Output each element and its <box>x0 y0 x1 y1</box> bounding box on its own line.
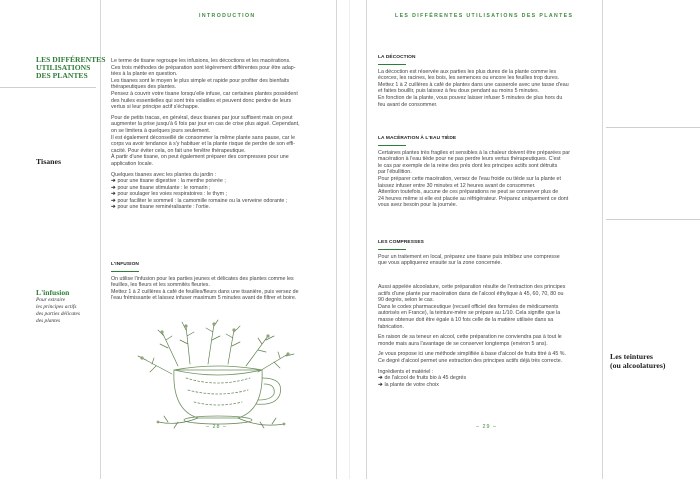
herbal-cup-illustration <box>128 318 308 430</box>
right-page <box>350 0 700 479</box>
margin-line-left <box>366 0 367 479</box>
infusion-section: L'INFUSION On utilise l'infusion pour les parties jeunes et délicates des plantes comme les feuilles, les fleurs et les sommités fleuries. Mettez 1 à 2 cuillères à café de feuilles/fleurs dans une tisanière, puis versez de l'eau frémissante et laissez infuser maximum 5 minutes avant de filtrer et boire. <box>111 262 329 302</box>
arrow-icon: ➔ <box>378 375 383 382</box>
maceration-section: LA MACÉRATION À L'EAU TIÈDE Certaines plantes très fragiles et sensibles à la chaleur doivent être préparées par macération à l'eau tiède pour ne pas perdre leurs vertus thérapeutiques. C'est le cas par exemple de la reine des prés dont les principes actifs sont détruits par l'ébullition. Pour préparer cette macération, versez de l'eau froide ou tiède sur la plante et laissez infuser entre 30 minutes et 12 heures avant de consommer. Attention toutefois, aucune de ces préparations ne peut se conserver plus de 24 heures même si elle est placée au réfrigérateur. Préparez uniquement ce dont vous avez besoin pour la journée. <box>378 136 596 209</box>
compresses-section: LES COMPRESSES Pour un traitement en local, préparez une tisane puis imbibez une compresse que vous appliquerez ensuite sur la zone concernée. <box>378 240 596 267</box>
page-number-left: – 28 – <box>206 424 227 430</box>
list-item: ➔ pour faciliter le sommeil : la camomille romaine ou la verveine odorante ; <box>111 197 288 204</box>
margin-line-right <box>336 0 337 479</box>
infusion-heading: L'INFUSION <box>111 262 139 267</box>
section-label-teintures: Les teintures (ou alcoolatures) <box>610 352 666 370</box>
arrow-icon: ➔ <box>111 191 116 198</box>
decoction-section: LA DÉCOCTION La décoction est réservée aux parties les plus dures de la plante comme les écorces, les racines, les bois, les semences ou encore les feuilles trop dures. Mettez 1 à 2 cuillères à café de plantes dans une casserole avec une tasse d'eau et faites bouillir, puis laissez à feu doux pendant au moins 5 minutes. En fonction de la plante, vous pouvez laisser infuser 5 minutes de plus hors du feu avant de consommer. <box>378 55 596 108</box>
decoction-heading: LA DÉCOCTION <box>378 55 416 60</box>
list-item: ➔ de l'alcool de fruits bio à 45 degrés <box>378 375 467 382</box>
compresses-heading: LES COMPRESSES <box>378 240 424 245</box>
arrow-icon: ➔ <box>378 381 383 388</box>
maceration-heading: LA MACÉRATION À L'EAU TIÈDE <box>378 136 457 141</box>
page-number-right: – 29 – <box>476 424 497 430</box>
arrow-icon: ➔ <box>111 178 116 185</box>
arrow-icon: ➔ <box>111 184 116 191</box>
list-item: ➔ pour une tisane reminéralisante : l'ortie. <box>111 204 211 211</box>
running-head-right: LES DIFFÉRENTES UTILISATIONS DES PLANTES <box>395 13 574 19</box>
margin-line-right <box>602 0 603 479</box>
section-label-tisanes: Tisanes <box>36 157 61 166</box>
left-body: Le terme de tisane regroupe les infusions, les décoctions et les macérations. Ces trois méthodes de préparation sont légèrement différentes pour être adap- tées à la plante en question. Les tisanes sont le moyen le plus simple et rapide pour profiter des bienfaits thérapeutiques des plantes. Pensez à couvrir votre tisane lorsqu'elle infuse, car certaines plantes possèdent des huiles essentielles qui sont très volatiles et peuvent donc perdre de leurs vertus si leur principe actif s'échappe. Pour de petits tracas, en général, deux tisanes par jour suffisent mais on peut augmenter la prise jusqu'à 6 fois par jour en cas de crise plus aiguë. Cependant, on se limitera à quelques jours seulement. Il est également déconseillé de consommer la même plante sans pause, car le corps va avoir tendance à s'y habituer et la plante risque de perdre de son effi- cacité. Pour éviter cela, on fait une fenêtre thérapeutique. À partir d'une tisane, on peut également préparer des compresses pour une application locale. Quelques tisanes avec les plantes du jardin : ➔ pour une tisane digestive : la menthe poivrée ; ➔ pour une tisane stimulante : le romarin ; ➔ pour soulager les voies respiratoires : le thym ; ➔ pour faciliter le sommeil : la camomille romaine ou la verveine odorante ; ➔ pour une tisane reminéralisante : l'ortie. <box>111 58 329 211</box>
list-item: ➔ la plante de votre choix <box>378 381 439 388</box>
list-item: ➔ pour soulager les voies respiratoires : le thym ; <box>111 191 227 198</box>
running-head-left: INTRODUCTION <box>199 13 256 19</box>
divider <box>0 87 96 88</box>
divider <box>606 219 700 220</box>
list-item: ➔ pour une tisane digestive : la menthe poivrée ; <box>111 178 226 185</box>
infusion-sidenote-title: L'infusion <box>36 288 70 297</box>
infusion-sidenote: L'infusion Pour extraire les principes actifs des parties délicates des plantes <box>36 288 81 324</box>
divider <box>606 127 700 128</box>
arrow-icon: ➔ <box>111 197 116 204</box>
chapter-title: LES DIFFÉRENTES UTILISATIONS DES PLANTES <box>36 55 106 80</box>
teinture-section: Aussi appelée alcoolature, cette préparation résulte de l'extraction des principes actifs d'une plante par macération dans de l'alcool éthylique à 45, 60, 70, 80 ou 90 degrés, selon le cas. Dans le codex pharmaceutique (recueil officiel des formules de médicaments autorisés en France), la teinture-mère se prépare au 1/10. Cela signifie que la masse obtenue doit être égale à 10 fois celle de la matière utilisée dans sa fabrication. En raison de sa teneur en alcool, cette préparation ne conviendra pas à tout le monde mais aura l'avantage de se conserver longtemps (environ 5 ans). Je vous propose ici une méthode simplifiée à base d'alcool de fruits titré à 45 %. Ce degré d'alcool permet une extraction des principes actifs déjà très correcte. Ingrédients et matériel : ➔ de l'alcool de fruits bio à 45 degrés ➔ la plante de votre choix <box>378 284 596 388</box>
arrow-icon: ➔ <box>111 204 116 211</box>
list-item: ➔ pour une tisane stimulante : le romarin ; <box>111 184 211 191</box>
